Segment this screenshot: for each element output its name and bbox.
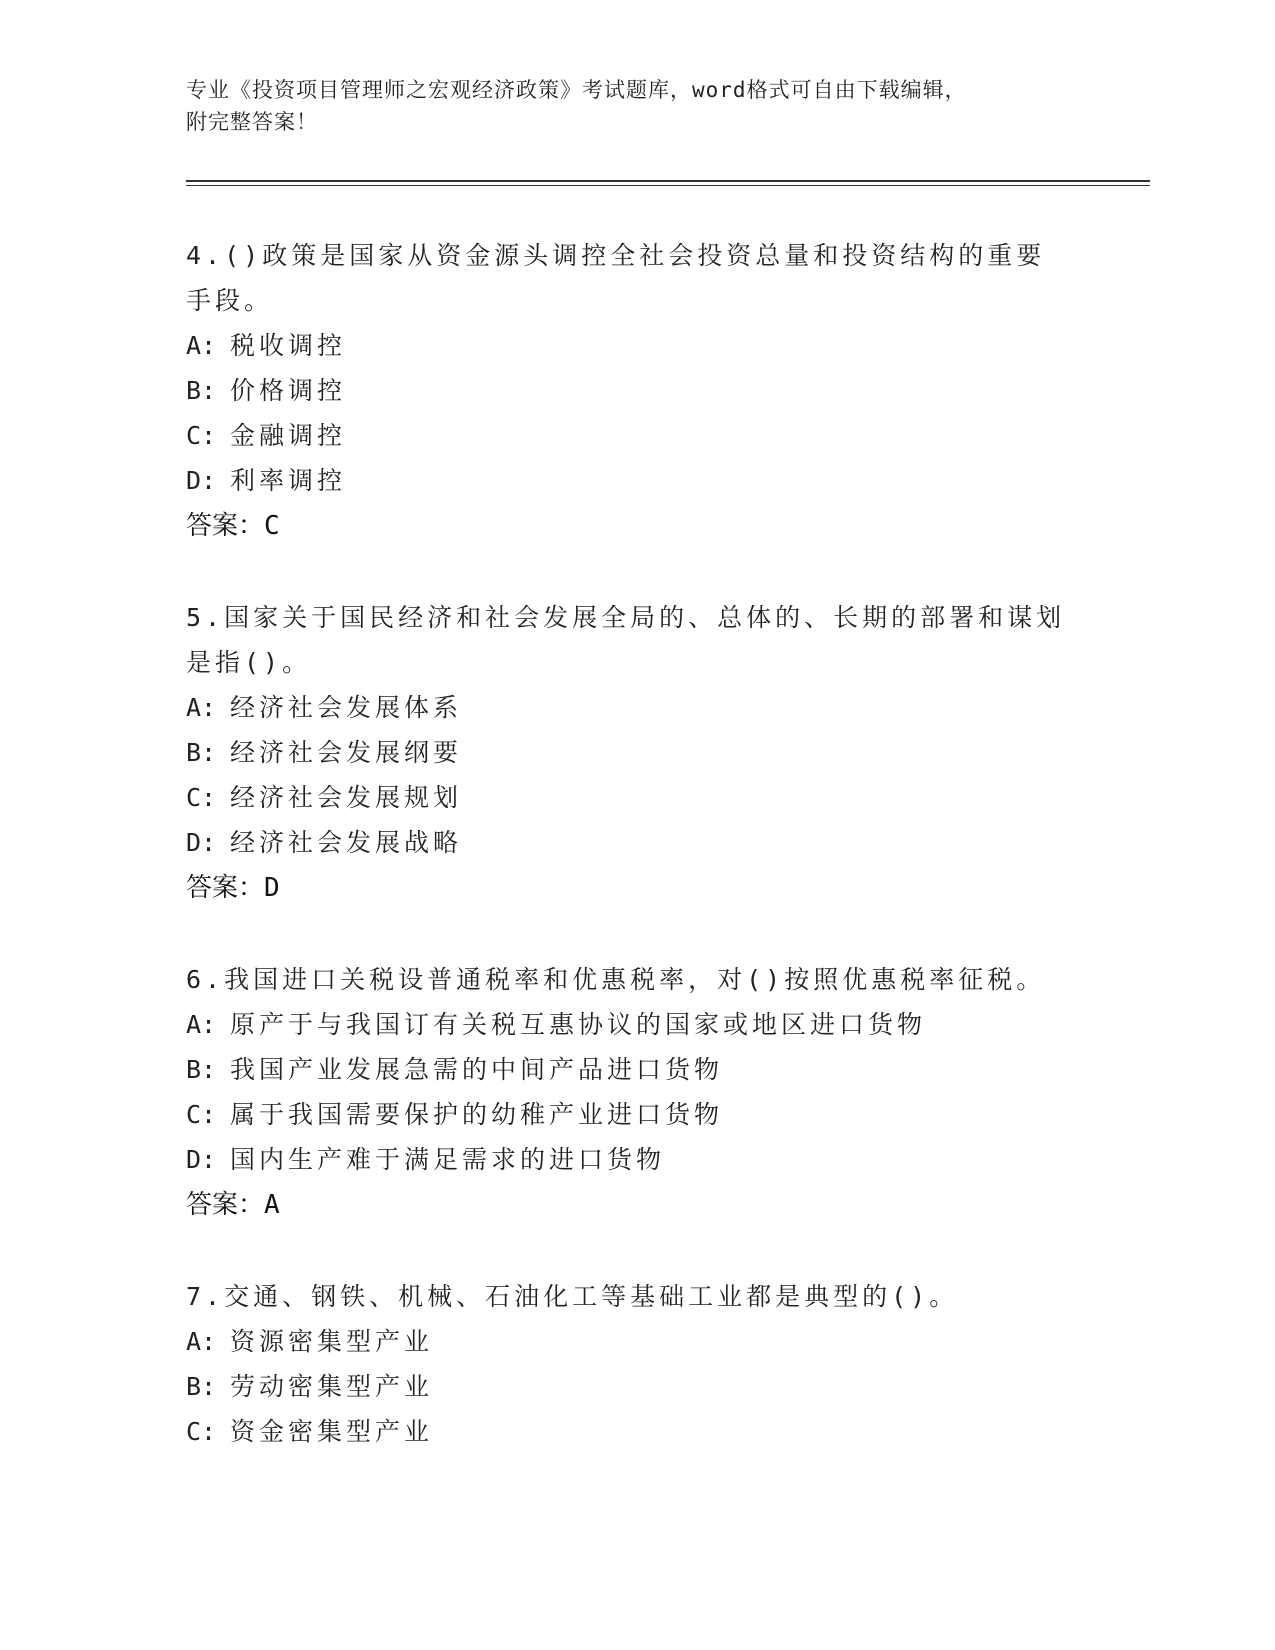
- question-stem: 7.交通、钢铁、机械、石油化工等基础工业都是典型的()。: [186, 1282, 959, 1311]
- option-letter: A:: [186, 331, 217, 360]
- question-list: [186, 233, 1066, 1500]
- answer-value: C: [264, 511, 280, 541]
- option-d: [186, 458, 1066, 503]
- option-letter: D:: [186, 828, 217, 857]
- option-letter: D:: [186, 1145, 217, 1174]
- option-text: 国内生产难于满足需求的进口货物: [230, 1145, 666, 1174]
- answer-line: [186, 1182, 1066, 1228]
- option-letter: C:: [186, 783, 217, 812]
- question-item: [186, 233, 1066, 549]
- question-stem: 6.我国进口关税设普通税率和优惠税率，对()按照优惠税率征税。: [186, 965, 1046, 994]
- answer-label: 答案：: [186, 873, 265, 903]
- option-text: 劳动密集型产业: [230, 1372, 434, 1401]
- option-c: [186, 775, 1066, 820]
- option-letter: A:: [186, 693, 217, 722]
- option-d: [186, 820, 1066, 865]
- question-stem: 5.国家关于国民经济和社会发展全局的、总体的、长期的部署和谋划是指()。: [186, 603, 1066, 677]
- option-letter: B:: [186, 738, 217, 767]
- option-b: [186, 1047, 1066, 1092]
- option-text: 经济社会发展纲要: [230, 738, 463, 767]
- option-a: [186, 323, 1066, 368]
- question-item: [186, 1274, 1066, 1454]
- option-letter: B:: [186, 376, 217, 405]
- option-text: 资源密集型产业: [230, 1327, 434, 1356]
- option-b: [186, 368, 1066, 413]
- option-letter: C:: [186, 1100, 217, 1129]
- option-letter: B:: [186, 1372, 217, 1401]
- option-text: 经济社会发展规划: [230, 783, 463, 812]
- option-text: 经济社会发展战略: [230, 828, 463, 857]
- option-a: [186, 1002, 1066, 1047]
- option-b: [186, 730, 1066, 775]
- option-text: 经济社会发展体系: [230, 693, 463, 722]
- header-divider-thin: [186, 185, 1150, 186]
- answer-label: 答案：: [186, 511, 265, 541]
- option-text: 我国产业发展急需的中间产品进口货物: [230, 1055, 724, 1084]
- option-text: 资金密集型产业: [230, 1417, 434, 1446]
- option-c: [186, 1409, 1066, 1454]
- option-b: [186, 1364, 1066, 1409]
- option-letter: D:: [186, 466, 217, 495]
- option-text: 金融调控: [230, 421, 347, 450]
- option-d: [186, 1137, 1066, 1182]
- option-a: [186, 1319, 1066, 1364]
- answer-value: A: [264, 1190, 280, 1220]
- question-stem: 4.()政策是国家从资金源头调控全社会投资总量和投资结构的重要手段。: [186, 241, 1046, 315]
- option-text: 利率调控: [230, 466, 347, 495]
- option-text: 税收调控: [230, 331, 347, 360]
- header-line-1: 专业《投资项目管理师之宏观经济政策》考试题库，word格式可自由下载编辑，: [186, 78, 967, 102]
- answer-value: D: [264, 873, 280, 903]
- option-letter: A:: [186, 1327, 217, 1356]
- option-text: 价格调控: [230, 376, 347, 405]
- question-item: [186, 957, 1066, 1228]
- answer-line: [186, 503, 1066, 549]
- option-letter: C:: [186, 421, 217, 450]
- option-letter: A:: [186, 1010, 217, 1039]
- document-header: [186, 74, 1056, 138]
- answer-label: 答案：: [186, 1190, 265, 1220]
- answer-line: [186, 865, 1066, 911]
- option-text: 原产于与我国订有关税互惠协议的国家或地区进口货物: [230, 1010, 927, 1039]
- option-c: [186, 413, 1066, 458]
- header-divider-thick: [186, 180, 1150, 182]
- option-letter: C:: [186, 1417, 217, 1446]
- option-c: [186, 1092, 1066, 1137]
- header-line-2: 附完整答案！: [186, 110, 318, 134]
- option-letter: B:: [186, 1055, 217, 1084]
- question-item: [186, 595, 1066, 911]
- option-a: [186, 685, 1066, 730]
- option-text: 属于我国需要保护的幼稚产业进口货物: [230, 1100, 724, 1129]
